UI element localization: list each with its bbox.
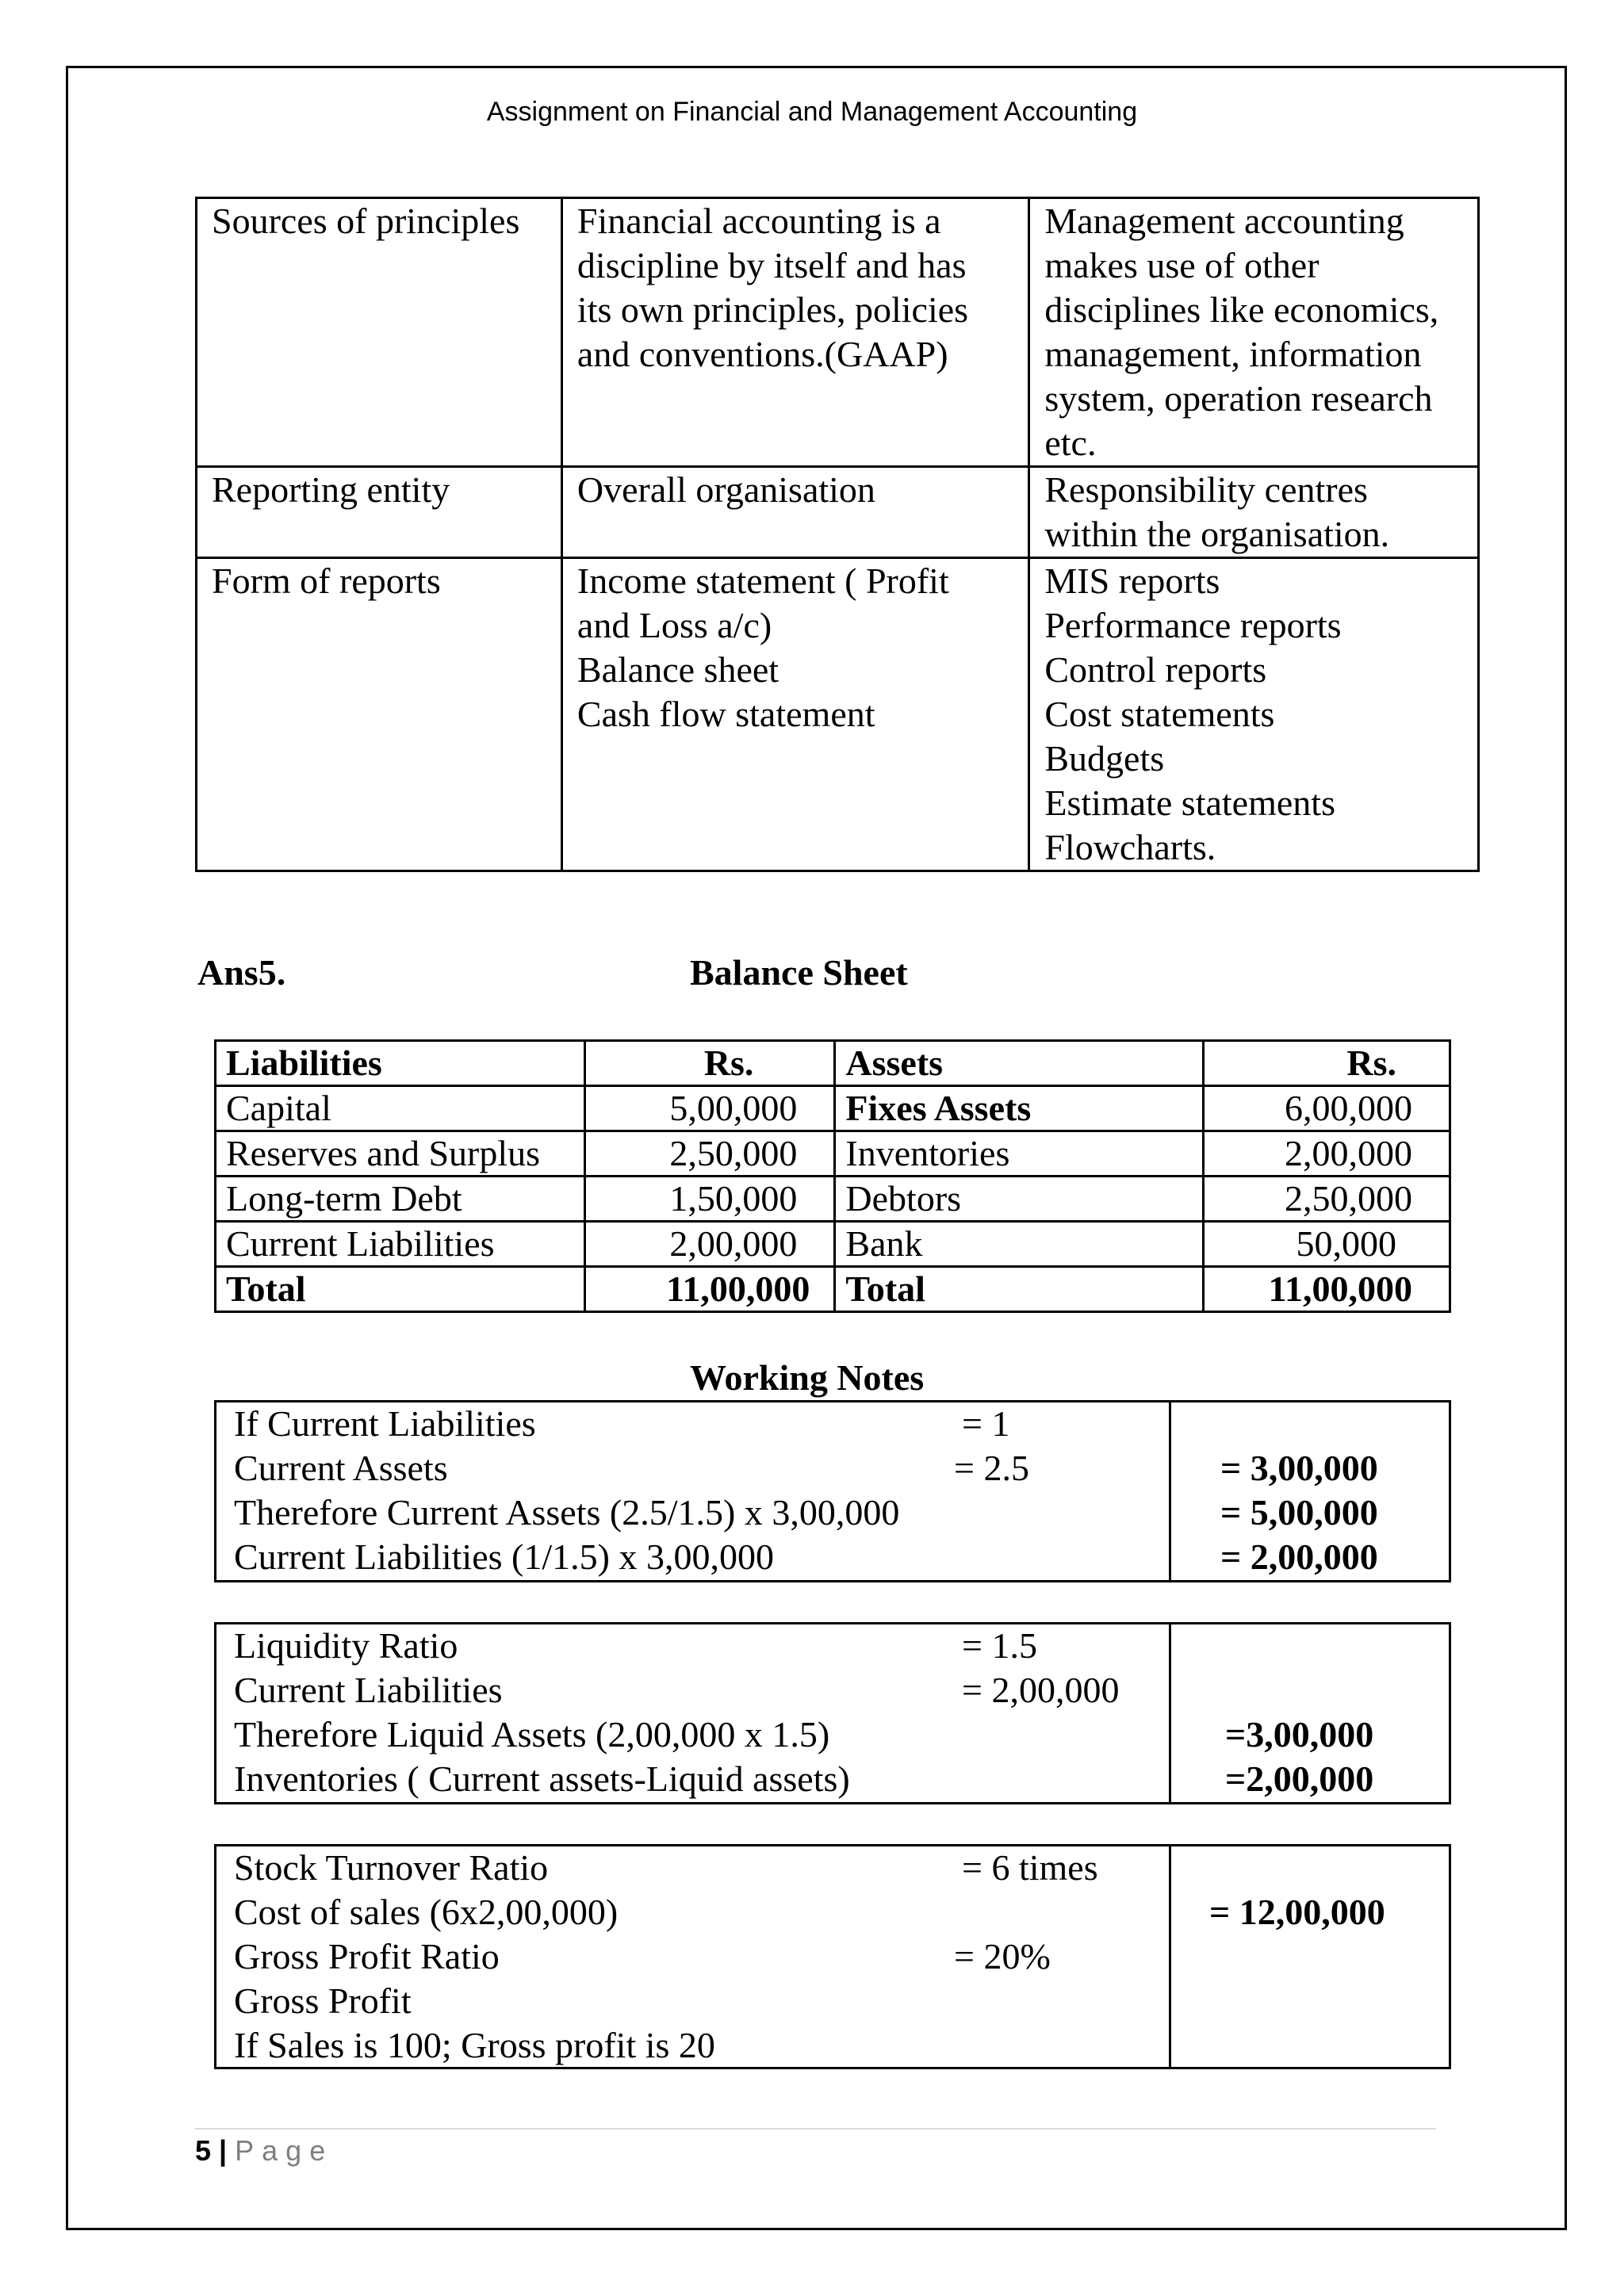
asset-amount: 50,000 — [1204, 1222, 1450, 1267]
note-result: = 2,00,000 — [1220, 1536, 1378, 1577]
cell-line: and conventions.(GAAP) — [576, 334, 948, 374]
note-result: =3,00,000 — [1225, 1714, 1374, 1755]
liability-name: Long-term Debt — [216, 1177, 585, 1222]
working-notes-title: Working Notes — [690, 1357, 925, 1398]
note-line: Current Liabilities — [234, 1670, 503, 1710]
table-row — [216, 1177, 1450, 1222]
liability-amount: 2,50,000 — [584, 1131, 835, 1177]
management-cell — [1029, 467, 1479, 558]
column-divider — [1169, 1402, 1171, 1580]
liability-name: Current Liabilities — [216, 1222, 585, 1267]
total-row — [216, 1267, 1450, 1312]
table-row — [216, 1222, 1450, 1267]
table-row — [216, 1131, 1450, 1177]
note-result: = 3,00,000 — [1220, 1448, 1378, 1488]
note-line: Current Assets — [234, 1448, 448, 1488]
asset-name: Debtors — [835, 1177, 1204, 1222]
cell-line: Responsibility centres — [1044, 469, 1368, 510]
cell-line: Financial accounting is a — [576, 201, 941, 241]
total-label: Total — [835, 1267, 1204, 1312]
total-amount: 11,00,000 — [584, 1267, 835, 1312]
cell-line: Income statement ( Profit — [576, 561, 949, 601]
cell-line: Performance reports — [1044, 605, 1342, 645]
note-value: = 2.5 — [954, 1448, 1029, 1488]
cell-line: Cash flow statement — [576, 694, 875, 734]
financial-cell — [561, 558, 1028, 871]
asset-amount: 2,00,000 — [1204, 1131, 1450, 1177]
asset-name: Inventories — [835, 1131, 1204, 1177]
cell-line: management, information — [1044, 334, 1422, 374]
row-label: Reporting entity — [197, 467, 562, 558]
column-divider — [1169, 1624, 1171, 1802]
cell-line: Balance sheet — [576, 649, 779, 690]
answer-label: Ans5. — [197, 952, 286, 993]
cell-line: makes use of other — [1044, 245, 1320, 285]
liability-amount: 1,50,000 — [584, 1177, 835, 1222]
note-value: = 1.5 — [962, 1625, 1037, 1666]
cell-line: Overall organisation — [576, 469, 875, 510]
table-row — [197, 558, 1479, 871]
management-cell — [1029, 198, 1479, 467]
note-line: Cost of sales (6x2,00,000) — [234, 1892, 619, 1932]
cell-line: Flowcharts. — [1044, 827, 1216, 867]
table-row — [216, 1086, 1450, 1131]
cell-line: within the organisation. — [1044, 514, 1390, 554]
cell-line: Management accounting — [1044, 201, 1404, 241]
page-word: Page — [235, 2134, 334, 2167]
asset-name: Fixes Assets — [835, 1086, 1204, 1131]
working-note-box — [214, 1400, 1451, 1582]
page-number: 5 — [195, 2134, 212, 2167]
asset-amount: 2,50,000 — [1204, 1177, 1450, 1222]
cell-line: system, operation research — [1044, 378, 1433, 419]
working-note-box — [214, 1622, 1451, 1804]
footer-separator: | — [219, 2134, 228, 2167]
note-value: = 6 times — [962, 1847, 1098, 1888]
note-result: =2,00,000 — [1225, 1758, 1374, 1799]
liability-name: Reserves and Surplus — [216, 1131, 585, 1177]
footer-divider — [195, 2128, 1436, 2130]
cell-line: MIS reports — [1044, 561, 1220, 601]
note-result: = 5,00,000 — [1220, 1492, 1378, 1533]
note-line: Stock Turnover Ratio — [234, 1847, 549, 1888]
page-header: Assignment on Financial and Management Accounting — [486, 97, 1138, 127]
comparison-table — [195, 197, 1480, 872]
balance-sheet-table — [214, 1039, 1451, 1313]
financial-cell — [561, 467, 1028, 558]
balance-sheet-title: Balance Sheet — [690, 952, 908, 993]
note-line: If Current Liabilities — [234, 1403, 536, 1444]
column-divider — [1169, 1846, 1171, 2067]
row-label: Sources of principles — [197, 198, 562, 467]
column-header: Rs. — [584, 1041, 835, 1086]
table-row — [197, 467, 1479, 558]
row-label: Form of reports — [197, 558, 562, 871]
cell-line: Control reports — [1044, 649, 1267, 690]
note-line: Gross Profit — [234, 1980, 412, 2021]
liability-amount: 2,00,000 — [584, 1222, 835, 1267]
note-line: If Sales is 100; Gross profit is 20 — [234, 2025, 715, 2065]
page-footer — [195, 2134, 333, 2168]
total-amount: 11,00,000 — [1204, 1267, 1450, 1312]
working-note-box — [214, 1844, 1451, 2069]
note-line: Gross Profit Ratio — [234, 1936, 500, 1976]
financial-cell — [561, 198, 1028, 467]
note-line: Liquidity Ratio — [234, 1625, 458, 1666]
note-line: Inventories ( Current assets-Liquid assets) — [234, 1758, 850, 1799]
note-line: Therefore Current Assets (2.5/1.5) x 3,00,000 — [234, 1492, 900, 1533]
asset-amount: 6,00,000 — [1204, 1086, 1450, 1131]
cell-line: disciplines like economics, — [1044, 289, 1439, 330]
note-value: = 20% — [954, 1936, 1051, 1976]
cell-line: and Loss a/c) — [576, 605, 772, 645]
cell-line: Estimate statements — [1044, 783, 1335, 823]
note-line: Therefore Liquid Assets (2,00,000 x 1.5) — [234, 1714, 830, 1755]
note-value: = 1 — [962, 1403, 1010, 1444]
management-cell — [1029, 558, 1479, 871]
asset-name: Bank — [835, 1222, 1204, 1267]
table-header-row — [216, 1041, 1450, 1086]
column-header: Assets — [835, 1041, 1204, 1086]
cell-line: Budgets — [1044, 738, 1165, 779]
cell-line: Cost statements — [1044, 694, 1275, 734]
column-header: Liabilities — [216, 1041, 585, 1086]
note-result: = 12,00,000 — [1209, 1892, 1385, 1932]
cell-line: discipline by itself and has — [576, 245, 967, 285]
total-label: Total — [216, 1267, 585, 1312]
liability-name: Capital — [216, 1086, 585, 1131]
liability-amount: 5,00,000 — [584, 1086, 835, 1131]
table-row — [197, 198, 1479, 467]
cell-line: its own principles, policies — [576, 289, 969, 330]
cell-line: etc. — [1044, 423, 1097, 463]
note-value: = 2,00,000 — [962, 1670, 1120, 1710]
column-header: Rs. — [1204, 1041, 1450, 1086]
note-line: Current Liabilities (1/1.5) x 3,00,000 — [234, 1536, 774, 1577]
